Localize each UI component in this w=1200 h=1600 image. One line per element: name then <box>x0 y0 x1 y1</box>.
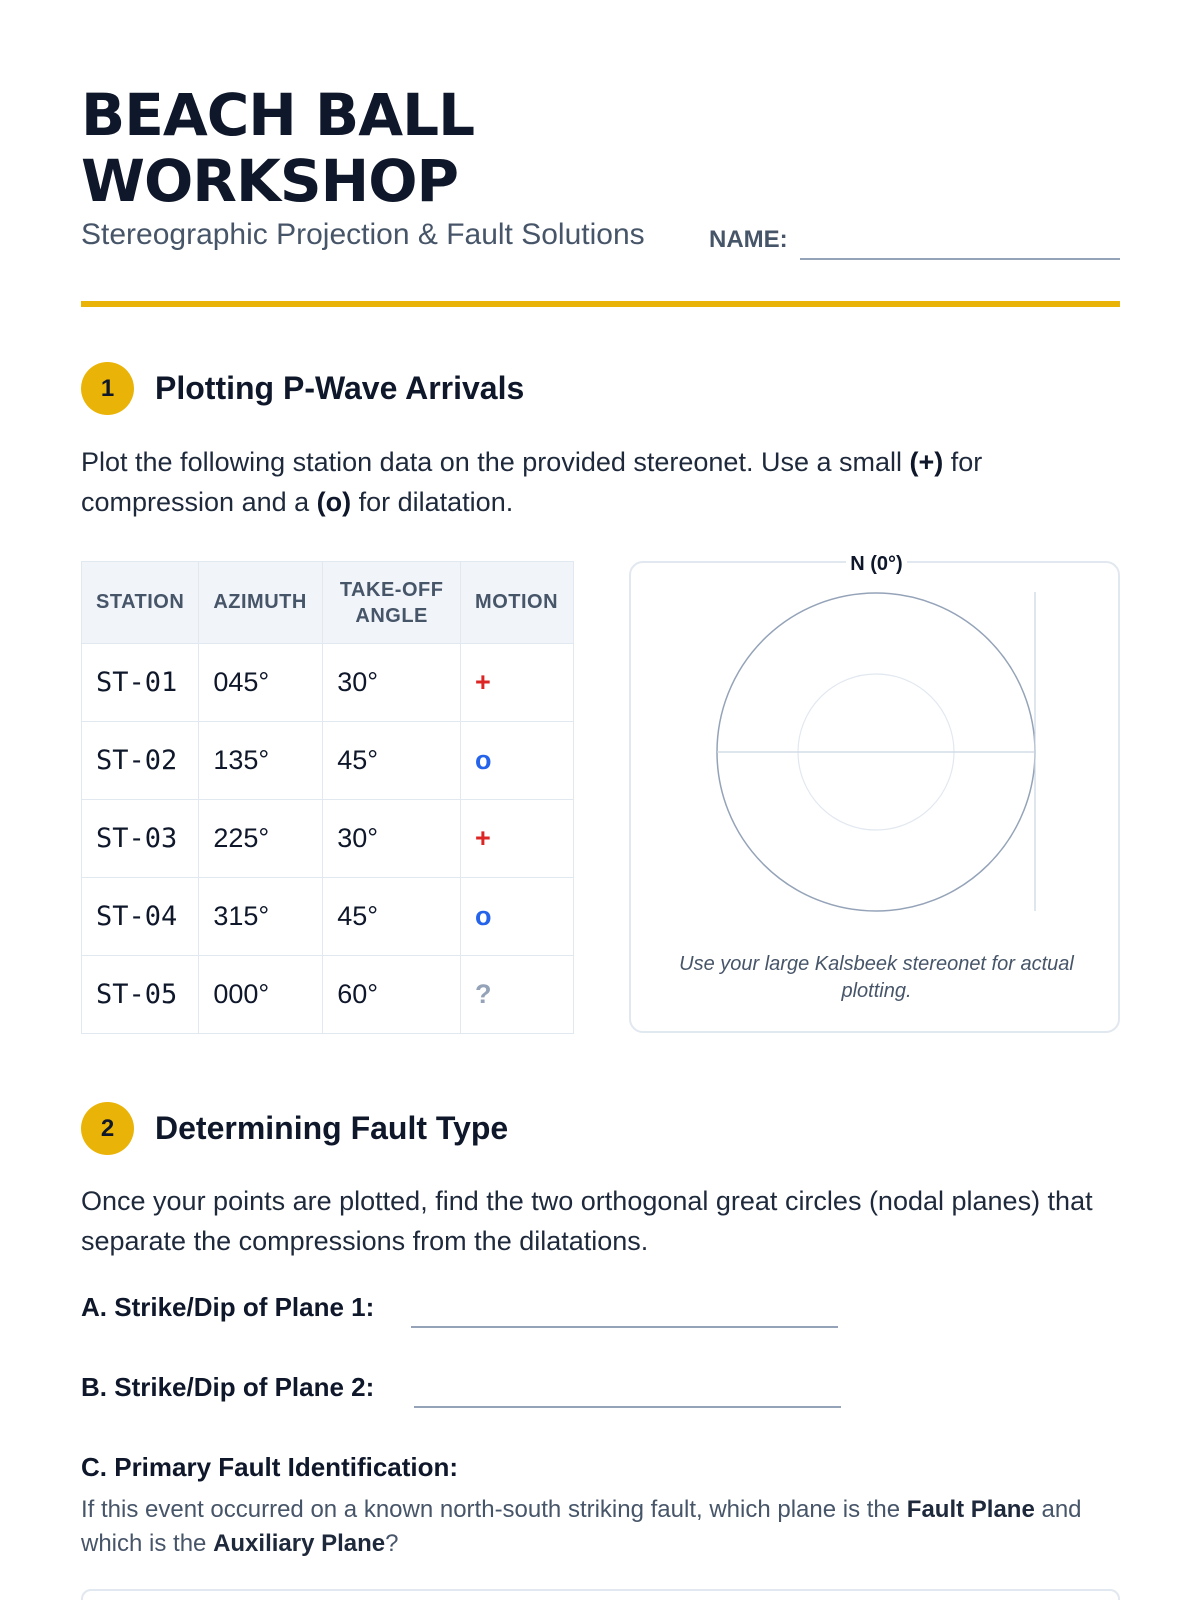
table-row <box>82 956 574 1034</box>
question-c-text-2: and which is the <box>81 1496 1082 1557</box>
table-row <box>82 722 574 800</box>
motion-cell: + <box>461 644 574 722</box>
auxiliary-plane-term: Auxiliary Plane <box>213 1530 386 1557</box>
section-2-number-badge: 2 <box>81 1102 134 1155</box>
question-c-answer-box[interactable] <box>81 1589 1120 1600</box>
takeoff-cell: 60° <box>323 956 461 1034</box>
question-b-label: B. Strike/Dip of Plane 2: <box>81 1372 375 1402</box>
section-2-instructions: Once your points are plotted, find the two orthogonal great circles (nodal planes) that separate the compressions from the dilatations. <box>81 1186 1093 1256</box>
stereonet-card <box>629 553 1120 1033</box>
page-subtitle: Stereographic Projection & Fault Solutions <box>81 218 645 251</box>
azimuth-cell: 135° <box>199 722 323 800</box>
fault-plane-term: Fault Plane <box>906 1496 1035 1523</box>
section-1-number-badge: 1 <box>81 362 134 415</box>
title-line-1: BEACH BALL <box>81 81 475 149</box>
col-header-motion: MOTION <box>461 562 574 644</box>
plane-1-answer-field[interactable] <box>411 1326 838 1328</box>
question-c-text-3: ? <box>385 1530 399 1557</box>
section-1-title: Plotting P-Wave Arrivals <box>155 370 525 406</box>
instructions-text-3: for dilatation. <box>351 487 514 517</box>
header-divider <box>81 301 1120 307</box>
worksheet-page <box>81 0 1120 1600</box>
col-header-takeoff <box>323 562 461 644</box>
table-row <box>82 878 574 956</box>
table-row <box>82 800 574 878</box>
title-line-2: WORKSHOP <box>81 147 459 215</box>
takeoff-header-line-2: ANGLE <box>355 604 428 627</box>
table-row <box>82 644 574 722</box>
station-cell: ST-01 <box>82 644 199 722</box>
motion-cell: o <box>461 722 574 800</box>
plane-2-answer-field[interactable] <box>414 1406 841 1408</box>
azimuth-cell: 225° <box>199 800 323 878</box>
motion-cell: o <box>461 878 574 956</box>
name-label: NAME: <box>709 226 788 253</box>
question-a-label: A. Strike/Dip of Plane 1: <box>81 1292 375 1322</box>
compression-symbol: (+) <box>909 447 944 477</box>
station-cell: ST-05 <box>82 956 199 1034</box>
azimuth-cell: 045° <box>199 644 323 722</box>
section-1-header <box>81 362 524 415</box>
motion-cell: + <box>461 800 574 878</box>
page-title <box>81 82 474 214</box>
question-c-text-1: If this event occurred on a known north-south striking fault, which plane is the <box>81 1496 907 1523</box>
station-data-table <box>81 561 574 1034</box>
stereonet-caption: Use your large Kalsbeek stereonet for actual plotting. <box>679 953 1074 1002</box>
station-cell: ST-04 <box>82 878 199 956</box>
motion-cell: ? <box>461 956 574 1034</box>
instructions-text-2: for compression and a <box>81 447 983 517</box>
takeoff-cell: 45° <box>323 878 461 956</box>
col-header-station: STATION <box>82 562 199 644</box>
question-c-prompt <box>81 1493 1120 1561</box>
station-cell: ST-03 <box>82 800 199 878</box>
section-2-title: Determining Fault Type <box>155 1110 509 1146</box>
dilatation-symbol: (o) <box>316 487 352 517</box>
col-header-azimuth: AZIMUTH <box>199 562 323 644</box>
table-header-row <box>82 562 574 644</box>
north-label-text: N (0°) <box>846 553 906 575</box>
takeoff-cell: 45° <box>323 722 461 800</box>
takeoff-cell: 30° <box>323 644 461 722</box>
takeoff-cell: 30° <box>323 800 461 878</box>
question-c-label: C. Primary Fault Identification: <box>81 1452 459 1482</box>
name-field[interactable] <box>800 258 1120 260</box>
section-1-instructions <box>81 442 1120 522</box>
takeoff-header-line-1: TAKE-OFF <box>339 578 444 601</box>
stereonet-diagram <box>631 591 1122 931</box>
station-cell: ST-02 <box>82 722 199 800</box>
instructions-text-1: Plot the following station data on the provided stereonet. Use a small <box>81 447 910 477</box>
north-label <box>631 553 1122 576</box>
azimuth-cell: 000° <box>199 956 323 1034</box>
section-2-header <box>81 1102 508 1155</box>
azimuth-cell: 315° <box>199 878 323 956</box>
